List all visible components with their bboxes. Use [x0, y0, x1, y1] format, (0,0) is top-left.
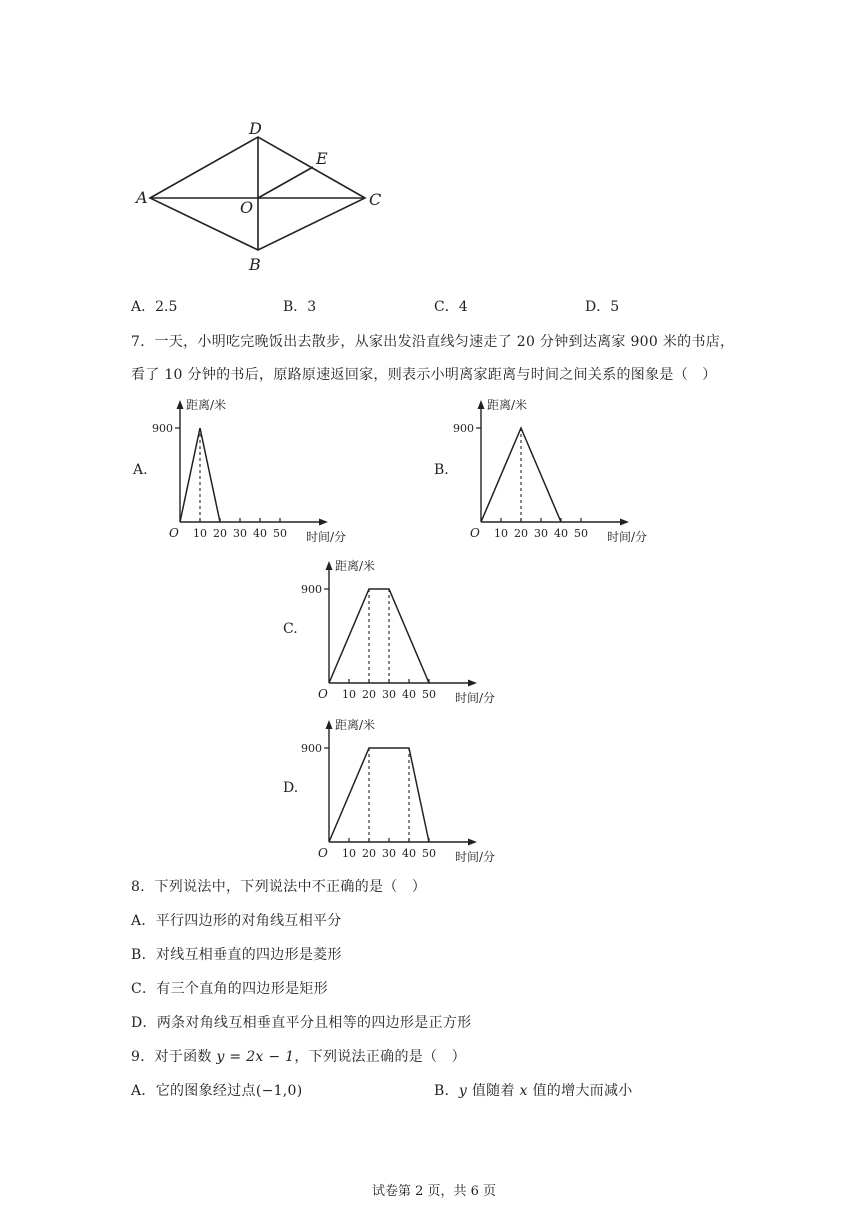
x-tick-label: 10	[193, 527, 207, 540]
x-tick-label: 10	[494, 527, 508, 540]
q8-option-c: C．有三个直角的四边形是矩形	[131, 981, 328, 997]
x-tick-label: 40	[253, 527, 267, 540]
origin-label: O	[318, 687, 328, 701]
label-b: B	[249, 255, 261, 274]
q9-option-b-suffix: 值的增大而减小	[527, 1083, 633, 1099]
q9-option-a-point: (−1,0)	[255, 1083, 303, 1099]
x-tick-label: 30	[382, 688, 396, 701]
x-tick-label: 20	[362, 847, 376, 860]
x-tick-label: 30	[233, 527, 247, 540]
q9-option-b-var-y: y	[458, 1083, 468, 1099]
q9-option-b	[434, 1080, 633, 1100]
y-axis-arrow	[326, 561, 333, 570]
x-tick-label: 50	[273, 527, 287, 540]
origin-label: O	[169, 526, 179, 540]
y-axis-arrow	[177, 400, 184, 409]
x-tick-label: 50	[422, 688, 436, 701]
x-axis-label: 时间/分	[306, 530, 347, 544]
q7-option-b-label: B.	[434, 462, 449, 478]
chart-option-c	[301, 551, 509, 711]
q8-option-d: D．两条对角线互相垂直平分且相等的四边形是正方形	[131, 1015, 472, 1031]
x-axis-arrow	[319, 519, 328, 526]
y-tick-label: 900	[301, 583, 322, 596]
origin-label: O	[470, 526, 480, 540]
y-axis-label: 距离/米	[335, 718, 376, 732]
q6-option-b: B．3	[283, 299, 317, 315]
q9-option-b-mid: 值随着	[467, 1083, 520, 1099]
x-tick-label: 30	[382, 847, 396, 860]
label-c: C	[369, 190, 382, 209]
q8-option-b: B．对线互相垂直的四边形是菱形	[131, 947, 342, 963]
y-axis-arrow	[326, 720, 333, 729]
q7-stem-line2: 看了 10 分钟的书后，原路原速返回家，则表示小明离家距离与时间之间关系的图象是（ ）	[131, 367, 717, 383]
q6-option-c: C．4	[434, 299, 468, 315]
y-axis-label: 距离/米	[335, 559, 376, 573]
chart-option-a	[152, 390, 350, 550]
chart-option-d	[301, 710, 509, 870]
q9-stem-suffix: ，下列说法正确的是（ ）	[294, 1049, 466, 1065]
segment-oe	[258, 167, 313, 198]
q8-option-a: A．平行四边形的对角线互相平分	[131, 913, 342, 929]
q7-option-a-label: A.	[133, 462, 148, 478]
q7-option-d-label: D.	[283, 780, 299, 796]
q8-stem: 8．下列说法中，下列说法中不正确的是（ ）	[131, 879, 427, 895]
x-tick-label: 20	[213, 527, 227, 540]
q9-option-b-prefix: B．	[434, 1083, 459, 1099]
x-axis-label: 时间/分	[455, 850, 496, 864]
x-tick-label: 10	[342, 847, 356, 860]
label-o: O	[240, 198, 254, 217]
x-axis-arrow	[620, 519, 629, 526]
x-axis-arrow	[468, 839, 477, 846]
q9-option-a-text: A．它的图象经过点	[131, 1083, 256, 1099]
x-tick-label: 10	[342, 688, 356, 701]
y-tick-label: 900	[453, 422, 474, 435]
q9-stem	[131, 1046, 466, 1066]
x-axis-label: 时间/分	[455, 691, 496, 705]
q9-formula: y = 2x − 1	[216, 1049, 295, 1065]
x-axis-label: 时间/分	[607, 530, 648, 544]
x-tick-label: 30	[534, 527, 548, 540]
q9-stem-prefix: 9．对于函数	[131, 1049, 217, 1065]
series-line	[329, 589, 429, 683]
page-footer: 试卷第 2 页，共 6 页	[371, 1184, 497, 1199]
y-axis-label: 距离/米	[487, 398, 528, 412]
x-tick-label: 40	[554, 527, 568, 540]
x-tick-label: 50	[574, 527, 588, 540]
x-tick-label: 20	[362, 688, 376, 701]
q9-option-b-var-x: x	[519, 1083, 528, 1099]
q7-option-c-label: C.	[283, 621, 298, 637]
y-axis-arrow	[478, 400, 485, 409]
x-tick-label: 50	[422, 847, 436, 860]
label-a: A	[136, 188, 148, 207]
series-line	[329, 748, 429, 842]
label-e: E	[316, 149, 328, 168]
x-axis-arrow	[468, 680, 477, 687]
label-d: D	[249, 119, 262, 138]
y-tick-label: 900	[301, 742, 322, 755]
x-tick-label: 40	[402, 847, 416, 860]
y-axis-label: 距离/米	[186, 398, 227, 412]
chart-option-b	[453, 390, 661, 550]
rhombus-figure	[0, 0, 868, 290]
x-tick-label: 40	[402, 688, 416, 701]
y-tick-label: 900	[152, 422, 173, 435]
x-tick-label: 20	[514, 527, 528, 540]
q9-option-a	[131, 1080, 303, 1100]
q6-option-a: A．2.5	[131, 299, 178, 315]
q6-option-d: D．5	[585, 299, 620, 315]
origin-label: O	[318, 846, 328, 860]
q7-stem-line1: 7．一天，小明吃完晚饭出去散步，从家出发沿直线匀速走了 20 分钟到达离家 900 米的书店，	[131, 334, 735, 350]
